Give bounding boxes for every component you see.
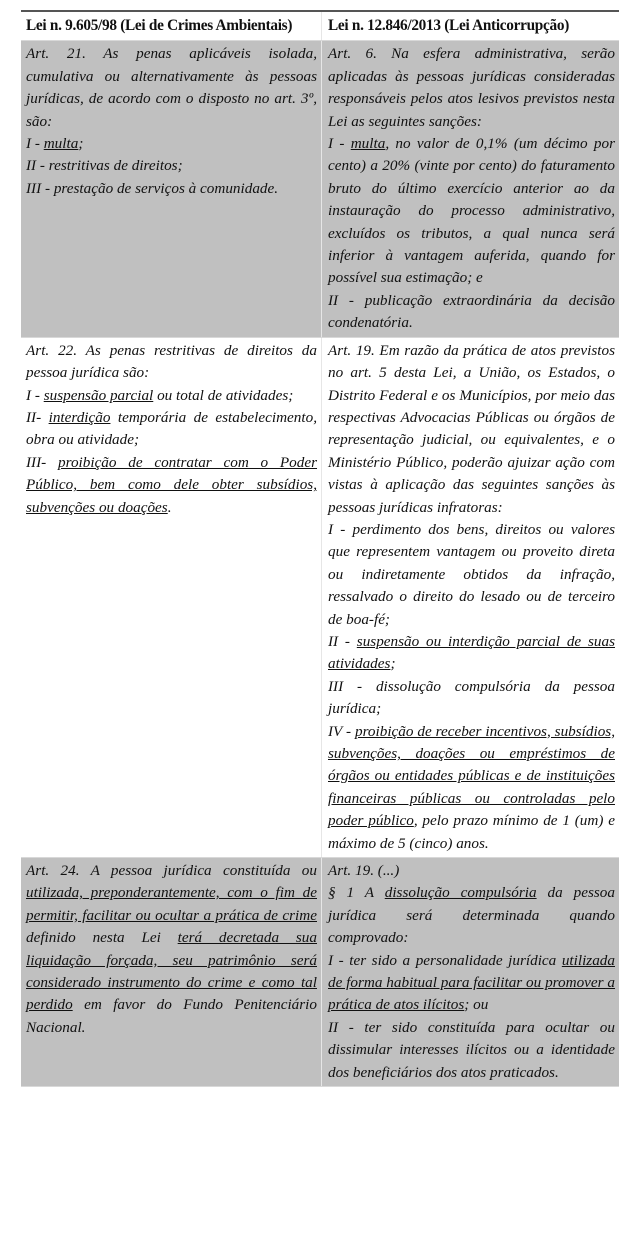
underlined-emphasis: multa	[350, 135, 386, 153]
paragraph-text: IV -	[328, 722, 355, 740]
underlined-emphasis: proibição de contratar com o Poder Público, bem como dele obter subsídios, subvenções ou doações	[26, 453, 318, 516]
paragraph-text: I -	[328, 135, 351, 153]
paragraph-text: II-	[26, 408, 49, 426]
table-body	[21, 41, 619, 1087]
legal-paragraph	[328, 882, 615, 949]
legal-paragraph	[328, 721, 615, 855]
legal-paragraph	[26, 178, 317, 200]
legal-paragraph	[328, 290, 615, 335]
comparison-table	[21, 10, 619, 1087]
legal-paragraph	[26, 860, 317, 1039]
underlined-emphasis: multa	[43, 135, 79, 153]
legal-paragraph	[328, 1017, 615, 1084]
paragraph-text: II -	[328, 632, 357, 650]
paragraph-text: definido nesta Lei	[26, 929, 178, 947]
legal-paragraph	[328, 519, 615, 631]
paragraph-text: ;	[390, 655, 396, 673]
cell-lei-anticorrupcao	[322, 338, 619, 857]
paragraph-text: , no valor de 0,1% (um décimo por cento) a 20% (vinte por cento) do faturamento bruto do último exercício anterior ao da instauração do processo administrativo, excluídos os tributos, a qual nunca será inferior à vantagem auferida, quando for possível sua estimação; e	[328, 135, 615, 287]
paragraph-text: II - restritivas de direitos;	[26, 157, 183, 175]
paragraph-text: temporária de estabelecimento, obra ou atividade;	[26, 408, 317, 449]
table-row	[21, 41, 619, 337]
paragraph-text: § 1 A	[328, 884, 385, 902]
paragraph-text: Art. 21. As penas aplicáveis isolada, cumulativa ou alternativamente às pessoas jurídicas, de acordo com o disposto no art. 3º, são:	[26, 45, 317, 130]
underlined-emphasis: suspensão ou interdição parcial de suas atividades	[328, 632, 615, 673]
legal-paragraph	[328, 676, 615, 721]
underlined-emphasis: dissolução compulsória	[384, 884, 537, 902]
legal-paragraph	[26, 340, 317, 385]
table-row	[21, 858, 619, 1087]
legal-paragraph	[26, 385, 317, 407]
legal-paragraph	[26, 133, 317, 155]
paragraph-text: ;	[78, 135, 84, 153]
underlined-emphasis: utilizada de forma habitual para facilitar ou promover a prática de atos ilícitos	[328, 951, 615, 1014]
paragraph-text: , pelo prazo mínimo de 1 (um) e máximo de 5 (cinco) anos.	[328, 812, 615, 852]
paragraph-text: III-	[26, 453, 58, 471]
paragraph-text: II - ter sido constituída para ocultar ou dissimular interesses ilícitos ou a identidade dos beneficiários dos atos praticados.	[328, 1018, 615, 1081]
paragraph-text: III - prestação de serviços à comunidade.	[26, 179, 279, 197]
legal-paragraph	[26, 155, 317, 177]
table-row	[21, 338, 619, 858]
underlined-emphasis: utilizada, preponderantemente, com o fim de permitir, facilitar ou ocultar a prática de crime	[26, 884, 317, 924]
paragraph-text: I - ter sido a personalidade jurídica	[328, 951, 562, 969]
paragraph-text: III - dissolução compulsória da pessoa jurídica;	[328, 677, 615, 718]
legal-paragraph	[328, 860, 615, 882]
paragraph-text: Art. 19. (...)	[328, 862, 400, 880]
cell-lei-anticorrupcao	[322, 41, 619, 336]
legal-paragraph	[328, 133, 615, 290]
paragraph-text: Art. 24. A pessoa jurídica constituída ou	[26, 862, 317, 880]
cell-crimes-ambientais	[21, 338, 322, 857]
paragraph-text: em favor do Fundo Penitenciário Nacional.	[26, 996, 317, 1036]
underlined-emphasis: suspensão parcial	[43, 386, 154, 404]
column-header-crimes-ambientais: Lei n. 9.605/98 (Lei de Crimes Ambientais)	[21, 12, 322, 40]
paragraph-text: .	[167, 498, 172, 516]
table-header-row	[21, 12, 619, 41]
legal-paragraph	[328, 340, 615, 519]
legal-paragraph	[26, 43, 317, 133]
cell-crimes-ambientais	[21, 41, 322, 336]
paragraph-text: ou total de atividades;	[153, 386, 294, 404]
cell-lei-anticorrupcao	[322, 858, 619, 1086]
column-header-lei-anticorrupcao: Lei n. 12.846/2013 (Lei Anticorrupção)	[328, 17, 569, 34]
legal-paragraph	[328, 43, 615, 133]
legal-paragraph	[26, 452, 317, 519]
cell-crimes-ambientais	[21, 858, 322, 1086]
paragraph-text: I - perdimento dos bens, direitos ou valores que representem vantagem ou proveito direta ou indiretamente obtidos da infração, ressalvado o direito do lesado ou de terceiro de boa-fé;	[328, 520, 615, 628]
paragraph-text: I -	[26, 135, 44, 153]
paragraph-text: I -	[26, 386, 44, 404]
legal-paragraph	[328, 950, 615, 1017]
paragraph-text: Art. 22. As penas restritivas de direitos da pessoa jurídica são:	[26, 341, 317, 382]
underlined-emphasis: terá decretada sua liquidação forçada, seu patrimônio será considerado instrumento do crime e como tal perdido	[26, 929, 317, 1014]
underlined-emphasis: interdição	[48, 408, 111, 426]
paragraph-text: II - publicação extraordinária da decisão condenatória.	[328, 291, 615, 332]
underlined-emphasis: proibição de receber incentivos, subsídios, subvenções, doações ou empréstimos de órgãos ou entidades públicas e de instituições financeiras públicas ou controladas pelo poder público	[328, 722, 616, 830]
paragraph-text: da pessoa jurídica será determinada quando comprovado:	[328, 884, 615, 947]
paragraph-text: Art. 6. Na esfera administrativa, serão aplicadas às pessoas jurídicas consideradas responsáveis pelos atos lesivos previstos nesta Lei as seguintes sanções:	[328, 45, 615, 130]
paragraph-text: ; ou	[464, 996, 489, 1014]
legal-paragraph	[328, 631, 615, 676]
legal-paragraph	[26, 407, 317, 452]
paragraph-text: Art. 19. Em razão da prática de atos previstos no art. 5 desta Lei, a União, os Estados, o Distrito Federal e os Municípios, por meio das respectivas Advocacias Públicas ou órgãos de representação judicial, ou equivalentes, e o Ministério Público, poderão ajuizar ação com vistas à aplicação das seguintes sanções às pessoas jurídicas infratoras:	[328, 341, 615, 516]
